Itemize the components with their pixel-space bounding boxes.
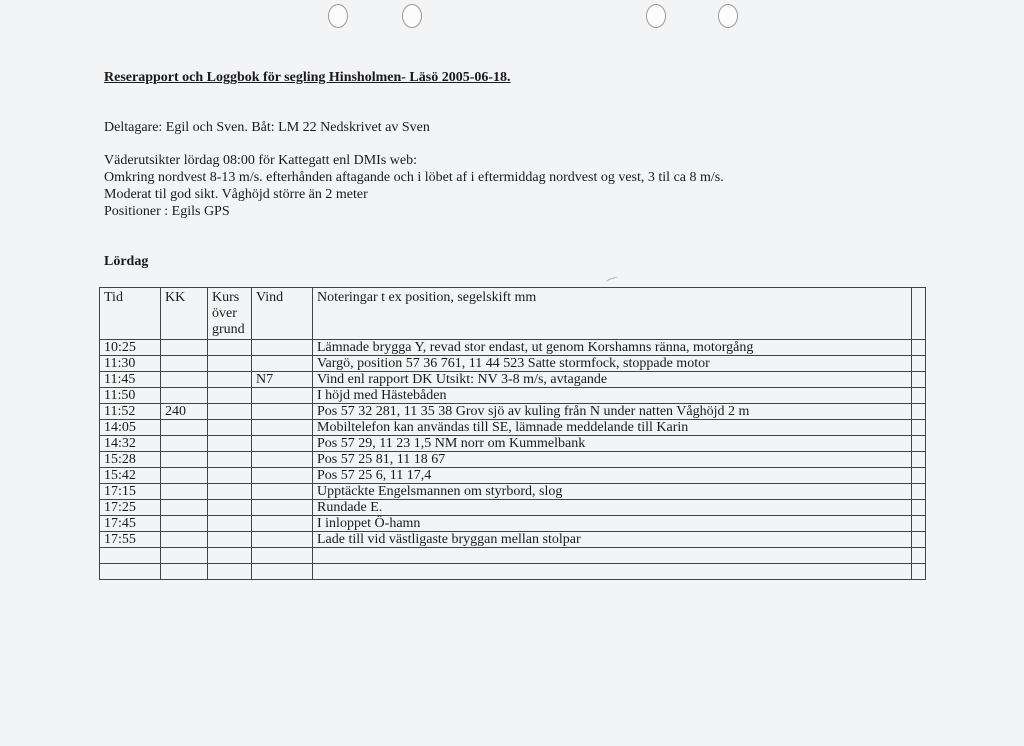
cell-kk <box>161 532 208 548</box>
table-row <box>100 340 926 356</box>
cell-note: Pos 57 29, 11 23 1,5 NM norr om Kummelbank <box>313 436 912 452</box>
cell-kurs <box>208 548 252 564</box>
cell-note: Lämnade brygga Y, revad stor endast, ut genom Korshamns ränna, motorgång <box>313 340 912 356</box>
cell-note: Upptäckte Engelsmannen om styrbord, slog <box>313 484 912 500</box>
table-row <box>100 468 926 484</box>
header-tid: Tid <box>100 288 161 340</box>
cell-tid: 11:50 <box>100 388 161 404</box>
header-kurs-line: över <box>212 306 237 321</box>
cell-empty <box>912 484 926 500</box>
cell-kk: 240 <box>161 404 208 420</box>
cell-vind <box>252 388 313 404</box>
cell-kk <box>161 548 208 564</box>
cell-tid: 11:30 <box>100 356 161 372</box>
cell-kk <box>161 372 208 388</box>
punch-hole <box>402 4 422 28</box>
cell-vind <box>252 404 313 420</box>
cell-kurs <box>208 532 252 548</box>
table-row <box>100 564 926 580</box>
table-row <box>100 452 926 468</box>
forecast-line: Väderutsikter lördag 08:00 för Kattegatt enl DMIs web: <box>104 153 417 168</box>
header-notes: Noteringar t ex position, segelskift mm <box>313 288 912 340</box>
table-header-row <box>100 288 926 340</box>
header-vind: Vind <box>252 288 313 340</box>
cell-vind: N7 <box>252 372 313 388</box>
cell-kurs <box>208 516 252 532</box>
cell-kurs <box>208 340 252 356</box>
cell-vind <box>252 500 313 516</box>
cell-vind <box>252 420 313 436</box>
cell-kurs <box>208 404 252 420</box>
cell-empty <box>912 564 926 580</box>
cell-kurs <box>208 452 252 468</box>
cell-empty <box>912 500 926 516</box>
cell-kurs <box>208 388 252 404</box>
document-title: Reserapport och Loggbok för segling Hinsholmen- Läsö 2005-06-18. <box>104 70 511 85</box>
cell-empty <box>912 420 926 436</box>
cell-empty <box>912 372 926 388</box>
cell-kk <box>161 436 208 452</box>
cell-empty <box>912 548 926 564</box>
cell-kk <box>161 420 208 436</box>
cell-vind <box>252 516 313 532</box>
cell-tid: 15:28 <box>100 452 161 468</box>
cell-kk <box>161 564 208 580</box>
cell-note: Mobiltelefon kan användas till SE, lämnade meddelande till Karin <box>313 420 912 436</box>
table-row <box>100 532 926 548</box>
header-kk: KK <box>161 288 208 340</box>
cell-note <box>313 548 912 564</box>
cell-kurs <box>208 372 252 388</box>
cell-note <box>313 564 912 580</box>
cell-note: Lade till vid västligaste bryggan mellan stolpar <box>313 532 912 548</box>
table-row <box>100 548 926 564</box>
cell-kurs <box>208 436 252 452</box>
table-row <box>100 356 926 372</box>
cell-note: Pos 57 32 281, 11 35 38 Grov sjö av kuling från N under natten Våghöjd 2 m <box>313 404 912 420</box>
cell-tid <box>100 548 161 564</box>
cell-empty <box>912 452 926 468</box>
participants-line: Deltagare: Egil och Sven. Båt: LM 22 Nedskrivet av Sven <box>104 120 430 135</box>
table-row <box>100 372 926 388</box>
table-row <box>100 516 926 532</box>
cell-empty <box>912 516 926 532</box>
cell-tid: 14:32 <box>100 436 161 452</box>
header-kurs-line: grund <box>212 322 245 337</box>
table-row <box>100 388 926 404</box>
cell-note: Pos 57 25 81, 11 18 67 <box>313 452 912 468</box>
cell-vind <box>252 564 313 580</box>
cell-tid: 17:45 <box>100 516 161 532</box>
punch-hole <box>328 4 348 28</box>
cell-empty <box>912 388 926 404</box>
cell-note: Pos 57 25 6, 11 17,4 <box>313 468 912 484</box>
cell-kk <box>161 516 208 532</box>
cell-note: Rundade E. <box>313 500 912 516</box>
cell-vind <box>252 452 313 468</box>
cell-kk <box>161 500 208 516</box>
cell-vind <box>252 340 313 356</box>
cell-vind <box>252 356 313 372</box>
table-row <box>100 420 926 436</box>
cell-tid: 10:25 <box>100 340 161 356</box>
cell-note: Vind enl rapport DK Utsikt: NV 3-8 m/s, avtagande <box>313 372 912 388</box>
cell-tid: 11:52 <box>100 404 161 420</box>
cell-vind <box>252 484 313 500</box>
punch-hole <box>646 4 666 28</box>
cell-tid <box>100 564 161 580</box>
cell-kk <box>161 340 208 356</box>
cell-kurs <box>208 564 252 580</box>
cell-tid: 11:45 <box>100 372 161 388</box>
cell-tid: 14:05 <box>100 420 161 436</box>
table-row <box>100 500 926 516</box>
cell-tid: 15:42 <box>100 468 161 484</box>
cell-empty <box>912 532 926 548</box>
cell-empty <box>912 340 926 356</box>
table-row <box>100 404 926 420</box>
cell-empty <box>912 468 926 484</box>
cell-kk <box>161 468 208 484</box>
forecast-line: Moderat til god sikt. Våghöjd större än 2 meter <box>104 187 368 202</box>
forecast-line: Omkring nordvest 8-13 m/s. efterhånden aftagande och i löbet af i eftermiddag nordvest og vest, 3 til ca 8 m/s. <box>104 170 724 185</box>
cell-vind <box>252 532 313 548</box>
cell-note: I höjd med Hästebåden <box>313 388 912 404</box>
log-table <box>99 287 926 580</box>
positions-line: Positioner : Egils GPS <box>104 204 230 219</box>
cell-kk <box>161 484 208 500</box>
cell-kurs <box>208 484 252 500</box>
cell-tid: 17:15 <box>100 484 161 500</box>
cell-empty <box>912 356 926 372</box>
cell-kk <box>161 356 208 372</box>
table-row <box>100 436 926 452</box>
cell-vind <box>252 468 313 484</box>
header-kurs-line: Kurs <box>212 290 240 305</box>
cell-vind <box>252 436 313 452</box>
cell-empty <box>912 436 926 452</box>
cell-tid: 17:55 <box>100 532 161 548</box>
cell-note: Vargö, position 57 36 761, 11 44 523 Satte stormfock, stoppade motor <box>313 356 912 372</box>
cell-tid: 17:25 <box>100 500 161 516</box>
cell-kk <box>161 388 208 404</box>
cell-note: I inloppet Ö-hamn <box>313 516 912 532</box>
cell-kurs <box>208 356 252 372</box>
header-empty <box>912 288 926 340</box>
cell-kurs <box>208 468 252 484</box>
punch-hole <box>718 4 738 28</box>
cell-kurs <box>208 420 252 436</box>
table-row <box>100 484 926 500</box>
cell-kk <box>161 452 208 468</box>
cell-kurs <box>208 500 252 516</box>
cell-empty <box>912 404 926 420</box>
cell-vind <box>252 548 313 564</box>
paper-mark <box>606 276 619 284</box>
day-heading: Lördag <box>104 254 149 269</box>
header-kurs <box>208 288 252 340</box>
